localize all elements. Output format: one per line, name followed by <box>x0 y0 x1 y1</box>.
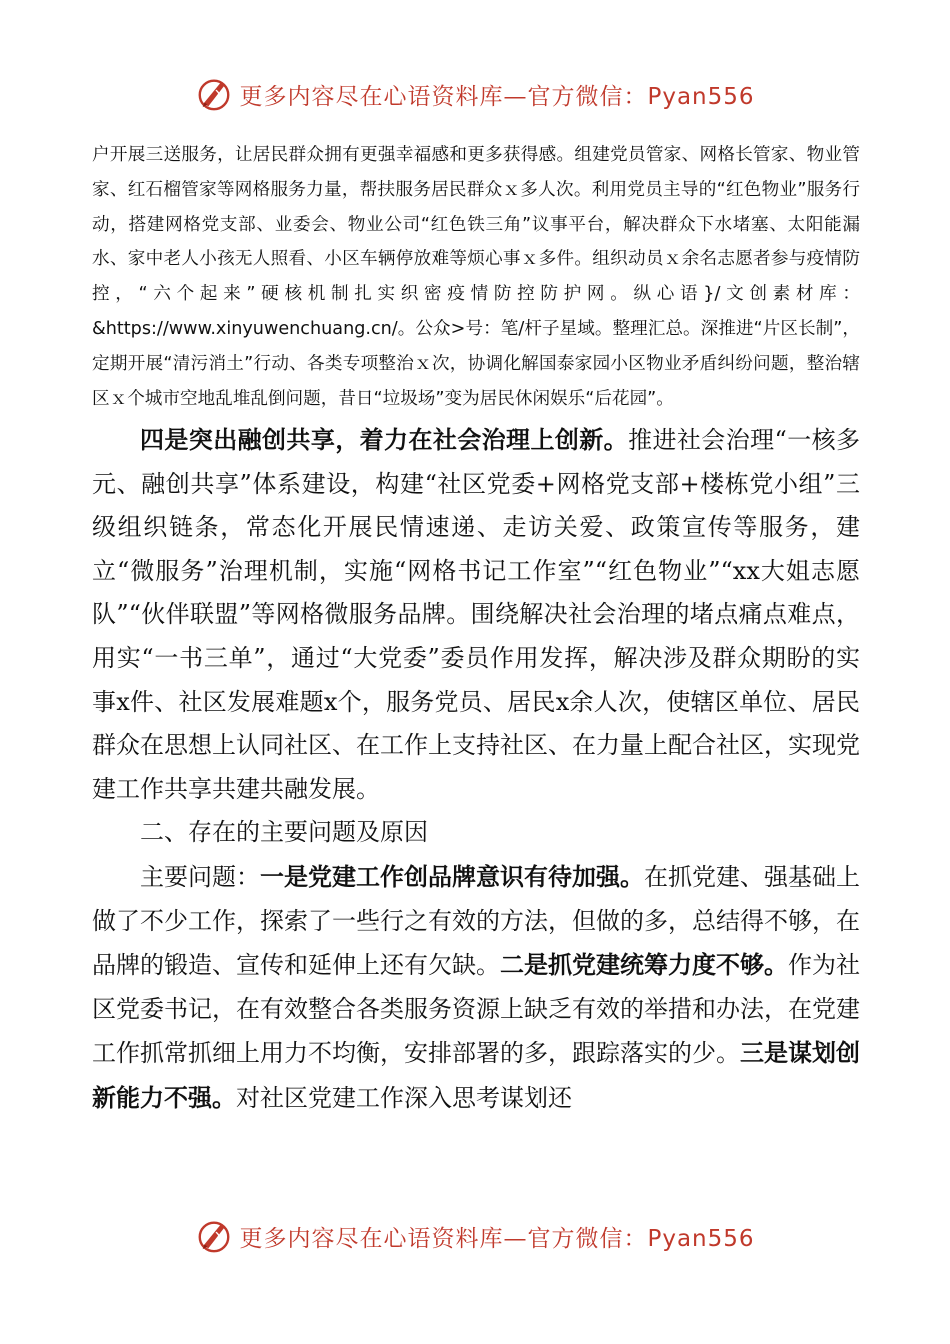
watermark-text: 更多内容尽在心语资料库—官方微信：Pyan556 <box>239 1225 755 1252</box>
problem-one-body: 在抓党建、强基础上做了不少工作，探索了一些行之有效的方法，但做的多，总结得不够，在品牌的锻造、宣传和延伸上还有欠缺。 <box>92 862 860 980</box>
problem-one-lead: 一是党建工作创品牌意识有待加强。 <box>260 861 644 891</box>
wechat-id: Pyan556 <box>647 1225 755 1252</box>
main-body <box>92 418 860 1121</box>
section-four-paragraph <box>92 418 860 811</box>
section-four-body: 推进社会治理“一核多元、融创共享”体系建设，构建“社区党委+网格党支部+楼栋党小组”三级组织链条，常态化开展民情速递、走访关爱、政策宣传等服务，建立“微服务”治理机制，实施“网格书记工作室”“红色物业”“xx大姐志愿队”“伙伴联盟”等网格微服务品牌。围绕解决社会治理的堵点痛点难点，用实“一书三单”，通过“大党委”委员作用发挥，解决涉及群众期盼的实事x件、社区发展难题x个，服务党员、居民x余人次，使辖区单位、居民群众在思想上认同社区、在工作上支持社区、在力量上配合社区，实现党建工作共享共建共融发展。 <box>92 426 860 803</box>
pen-logo-icon <box>195 1217 233 1255</box>
section-two-heading: 二、存在的主要问题及原因 <box>140 818 428 847</box>
problem-two-lead: 二是抓党建统筹力度不够。 <box>500 950 788 980</box>
problem-two-body: 作为社区党委书记，在有效整合各类服务资源上缺乏有效的举措和办法，在党建工作抓常抓细上用力不均衡，安排部署的多，跟踪落实的少。 <box>92 951 860 1068</box>
watermark-banner-bottom <box>0 1214 950 1258</box>
section-four-lead: 四是突出融创共享，着力在社会治理上创新。 <box>140 425 629 454</box>
wechat-id: Pyan556 <box>647 83 755 110</box>
watermark-text: 更多内容尽在心语资料库—官方微信：Pyan556 <box>239 83 755 110</box>
pen-logo-icon <box>195 75 233 113</box>
problem-three-body: 对社区党建工作深入思考谋划还 <box>236 1083 572 1112</box>
problems-paragraph <box>92 855 860 1121</box>
problems-label: 主要问题： <box>140 862 260 891</box>
watermark-banner-top <box>0 72 950 116</box>
continued-paragraph: 户开展三送服务，让居民群众拥有更强幸福感和更多获得感。组建党员管家、网格长管家、物业管家、红石榴管家等网格服务力量，帮扶服务居民群众ｘ多人次。利用党员主导的“红色物业”服务行动，搭建网格党支部、业委会、物业公司“红色铁三角”议事平台，解决群众下水堵塞、太阳能漏水、家中老人小孩无人照看、小区车辆停放难等烦心事ｘ多件。组织动员ｘ余名志愿者参与疫情防控，“六个起来”硬核机制扎实织密疫情防控防护网。纵心语}/文创素材库：&https://www.xinyuwenchuang.cn/。公众>号：笔/杆子星域。整理汇总。深推进“片区长制”，定期开展“清污消土”行动、各类专项整治ｘ次，协调化解国泰家园小区物业矛盾纠纷问题，整治辖区ｘ个城市空地乱堆乱倒问题，昔日“垃圾场”变为居民休闲娱乐“后花园”。 <box>92 145 860 409</box>
problem-three-lead: 三是谋划创新能力不强。 <box>92 1038 860 1112</box>
